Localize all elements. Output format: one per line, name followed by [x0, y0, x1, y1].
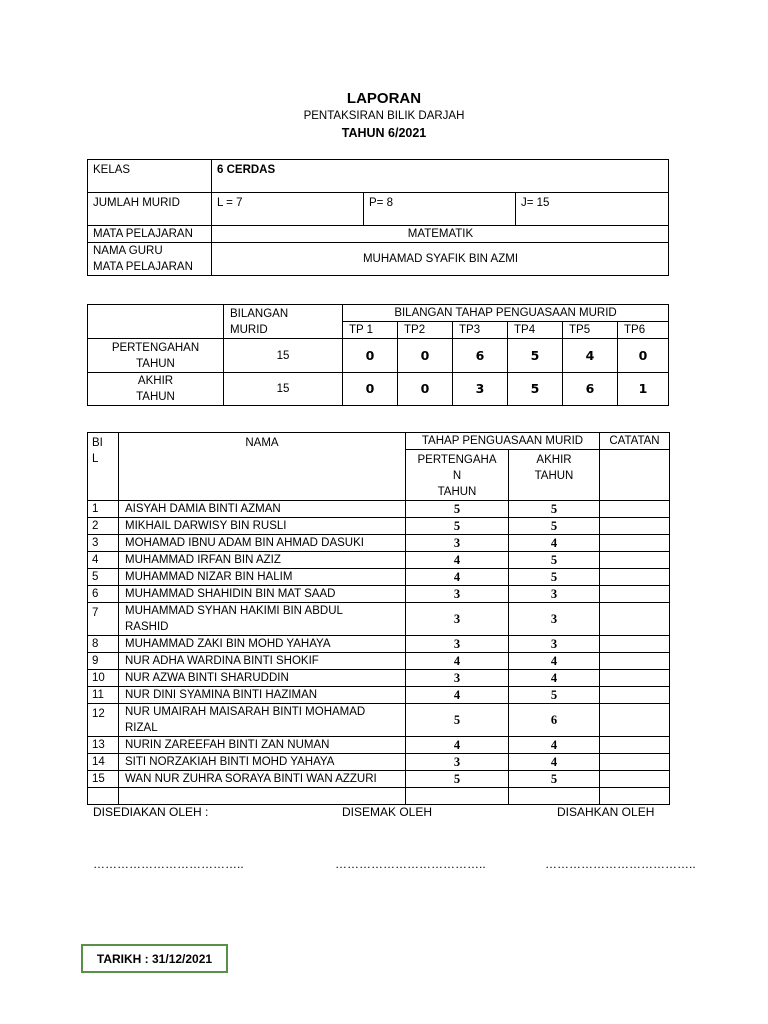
student-bil: 13 [88, 737, 119, 754]
pertengahan-score: 3 [406, 603, 509, 636]
student-name-line-1: WAN NUR ZUHRA SORAYA BINTI WAN AZZURI [125, 773, 377, 785]
catatan-cell [600, 535, 670, 552]
akhir-tahun-header: AKHIR TAHUN [509, 450, 600, 501]
student-bil: 5 [88, 569, 119, 586]
jumlah-count: J= 15 [516, 193, 669, 226]
tp3-count: 3 [453, 373, 508, 406]
lelaki-count: L = 7 [212, 193, 364, 226]
tp4-count: 5 [508, 373, 563, 406]
student-name [119, 552, 406, 569]
tp-header-1: TP 1 [343, 322, 398, 339]
pertengahan-score: 4 [406, 687, 509, 704]
akhir-score: 4 [509, 535, 600, 552]
pertengahan-score: 5 [406, 771, 509, 788]
catatan-cell [600, 737, 670, 754]
summary-row-label [88, 339, 224, 373]
catatan-cell [600, 569, 670, 586]
student-bil: 12 [88, 704, 119, 737]
empty-row [88, 788, 670, 805]
kelas-value: 6 CERDAS [212, 160, 669, 193]
tp1-count: 0 [343, 373, 398, 406]
catatan-cell [600, 653, 670, 670]
akhir-score: 5 [509, 687, 600, 704]
tp4-count: 5 [508, 339, 563, 373]
tp5-count: 4 [563, 339, 618, 373]
pertengahan-score: 5 [406, 704, 509, 737]
summary-row [88, 373, 669, 406]
akhir-score: 3 [509, 603, 600, 636]
report-title: LAPORAN [346, 90, 422, 107]
student-name-line-1: MUHAMMAD SYHAN HAKIMI BIN ABDUL [125, 605, 343, 617]
catatan-cell [600, 636, 670, 653]
tp6-count: 1 [618, 373, 669, 406]
catatan-cell [600, 518, 670, 535]
catatan-cell [600, 771, 670, 788]
pertengahan-score: 3 [406, 670, 509, 687]
student-name [119, 569, 406, 586]
akhir-score: 4 [509, 670, 600, 687]
catatan-cell [600, 586, 670, 603]
student-name [119, 586, 406, 603]
student-name-line-1: MUHAMMAD SHAHIDIN BIN MAT SAAD [125, 588, 336, 600]
kelas-label: KELAS [88, 160, 212, 193]
akhir-score: 3 [509, 636, 600, 653]
student-row [88, 737, 670, 754]
subject-value: MATEMATIK [212, 226, 669, 243]
student-name-line-2: RASHID [125, 621, 169, 633]
perempuan-count: P= 8 [364, 193, 516, 226]
student-name-line-1: AISYAH DAMIA BINTI AZMAN [125, 503, 281, 515]
student-row [88, 704, 670, 737]
student-bil: 10 [88, 670, 119, 687]
akhir-score: 4 [509, 754, 600, 771]
disemak-label: DISEMAK OLEH [342, 805, 433, 819]
catatan-cell [600, 501, 670, 518]
student-name [119, 737, 406, 754]
disahkan-label: DISAHKAN OLEH [557, 805, 655, 819]
student-name [119, 771, 406, 788]
student-row [88, 501, 670, 518]
akhir-score: 4 [509, 653, 600, 670]
akhir-score: 5 [509, 501, 600, 518]
student-name [119, 670, 406, 687]
student-row [88, 754, 670, 771]
catatan-cell [600, 704, 670, 737]
summary-row [88, 339, 669, 373]
student-name-line-1: MOHAMAD IBNU ADAM BIN AHMAD DASUKI [125, 537, 364, 549]
tp1-count: 0 [343, 339, 398, 373]
akhir-score: 5 [509, 518, 600, 535]
student-bil: 8 [88, 636, 119, 653]
student-name [119, 518, 406, 535]
student-name [119, 535, 406, 552]
summary-row-label-line-2: TAHUN [136, 357, 175, 370]
tp-header-6: TP6 [618, 322, 669, 339]
akhir-score: 6 [509, 704, 600, 737]
student-row [88, 653, 670, 670]
akhir-score: 4 [509, 737, 600, 754]
akhir-score: 5 [509, 552, 600, 569]
tp3-count: 6 [453, 339, 508, 373]
tp-header-2: TP2 [398, 322, 453, 339]
student-name [119, 501, 406, 518]
student-row [88, 569, 670, 586]
catatan-blank [600, 450, 670, 501]
signature-line-1: ……………………………….. [93, 857, 244, 871]
student-name-line-1: MUHAMMAD ZAKI BIN MOHD YAHAYA [125, 638, 331, 650]
student-row [88, 535, 670, 552]
tp-header-5: TP5 [563, 322, 618, 339]
pertengahan-score: 5 [406, 518, 509, 535]
student-name [119, 603, 406, 636]
akhir-score: 3 [509, 586, 600, 603]
student-bil: 4 [88, 552, 119, 569]
bil-header: BI L [88, 433, 119, 501]
mastery-summary-table [87, 304, 669, 406]
pertengahan-tahun-header: PERTENGAHA N TAHUN [406, 450, 509, 501]
student-row [88, 552, 670, 569]
student-name [119, 754, 406, 771]
student-row [88, 603, 670, 636]
signature-line-2: ……………………………….. [335, 857, 486, 871]
tp2-count: 0 [398, 339, 453, 373]
pertengahan-score: 4 [406, 653, 509, 670]
pertengahan-score: 3 [406, 636, 509, 653]
akhir-score: 5 [509, 569, 600, 586]
report-year: TAHUN 6/2021 [341, 126, 427, 140]
teacher-value: MUHAMAD SYAFIK BIN AZMI [212, 243, 669, 276]
student-name-line-1: SITI NORZAKIAH BINTI MOHD YAHAYA [125, 756, 335, 768]
subject-label: MATA PELAJARAN [88, 226, 212, 243]
student-name-line-1: NUR DINI SYAMINA BINTI HAZIMAN [125, 689, 318, 701]
summary-murid-count: 15 [224, 373, 343, 406]
catatan-cell [600, 670, 670, 687]
student-name-line-1: NUR ADHA WARDINA BINTI SHOKIF [125, 655, 319, 667]
student-name [119, 653, 406, 670]
tp-header-3: TP3 [453, 322, 508, 339]
report-subtitle: PENTAKSIRAN BILIK DARJAH [303, 110, 465, 122]
student-bil: 2 [88, 518, 119, 535]
catatan-cell [600, 687, 670, 704]
summary-row-label [88, 373, 224, 406]
tp6-count: 0 [618, 339, 669, 373]
catatan-cell [600, 754, 670, 771]
student-bil: 1 [88, 501, 119, 518]
summary-row-label-line-1: AKHIR [137, 375, 174, 387]
student-bil: 14 [88, 754, 119, 771]
student-name [119, 636, 406, 653]
summary-murid-count: 15 [224, 339, 343, 373]
pertengahan-score: 5 [406, 501, 509, 518]
student-name-line-2: RIZAL [125, 722, 158, 734]
student-bil: 3 [88, 535, 119, 552]
class-info-table [87, 159, 669, 276]
tarikh-box: TARIKH : 31/12/2021 [81, 944, 228, 973]
student-row [88, 771, 670, 788]
student-bil: 7 [88, 603, 119, 636]
nama-header: NAMA [119, 433, 406, 501]
student-bil: 15 [88, 771, 119, 788]
student-name-line-1: NURIN ZAREEFAH BINTI ZAN NUMAN [125, 739, 330, 751]
bilangan-murid-header: BILANGAN MURID [224, 305, 343, 339]
summary-row-label-line-1: PERTENGAHAN [111, 341, 200, 354]
tp5-count: 6 [563, 373, 618, 406]
student-row [88, 518, 670, 535]
pertengahan-score: 4 [406, 552, 509, 569]
tahap-penguasaan-header: BILANGAN TAHAP PENGUASAAN MURID [343, 305, 669, 322]
summary-blank-cell [88, 305, 224, 339]
student-name-line-1: MUHAMMAD IRFAN BIN AZIZ [125, 554, 281, 566]
student-bil: 11 [88, 687, 119, 704]
catatan-cell [600, 552, 670, 569]
student-name-line-1: MUHAMMAD NIZAR BIN HALIM [125, 571, 293, 583]
student-name-line-1: MIKHAIL DARWISY BIN RUSLI [125, 520, 287, 532]
tp-header-4: TP4 [508, 322, 563, 339]
student-row [88, 636, 670, 653]
pertengahan-score: 4 [406, 569, 509, 586]
summary-row-label-line-2: TAHUN [136, 391, 175, 403]
pertengahan-score: 3 [406, 754, 509, 771]
tahap-header: TAHAP PENGUASAAN MURID [406, 433, 600, 450]
student-bil: 9 [88, 653, 119, 670]
akhir-score: 5 [509, 771, 600, 788]
pertengahan-score: 3 [406, 535, 509, 552]
pertengahan-score: 3 [406, 586, 509, 603]
student-row [88, 687, 670, 704]
student-name-line-1: NUR UMAIRAH MAISARAH BINTI MOHAMAD [125, 706, 366, 718]
student-name [119, 704, 406, 737]
catatan-header: CATATAN [600, 433, 670, 450]
jumlah-murid-label: JUMLAH MURID [88, 193, 212, 226]
pertengahan-score: 4 [406, 737, 509, 754]
catatan-cell [600, 603, 670, 636]
teacher-label: NAMA GURU MATA PELAJARAN [88, 243, 212, 276]
student-row [88, 586, 670, 603]
student-name-line-1: NUR AZWA BINTI SHARUDDIN [125, 672, 289, 684]
tp2-count: 0 [398, 373, 453, 406]
student-name [119, 687, 406, 704]
student-table [87, 432, 670, 805]
student-row [88, 670, 670, 687]
student-bil: 6 [88, 586, 119, 603]
disediakan-label: DISEDIAKAN OLEH : [93, 805, 209, 819]
signature-line-3: ……………………………….. [545, 857, 696, 871]
